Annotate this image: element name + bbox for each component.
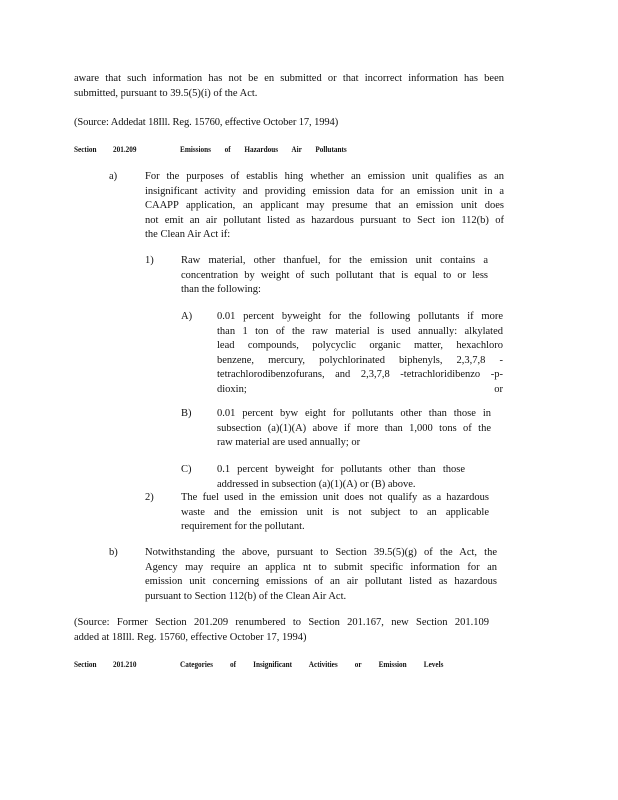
source-note: (Source: Addedat 18Ill. Reg. 15760, effective October 17, 1994) bbox=[74, 117, 339, 128]
item-label-a: a) bbox=[109, 171, 118, 182]
text-line: added at 18Ill. Reg. 15760, effective October 17, 1994) bbox=[74, 631, 307, 643]
text-line: emission unit concerning emissions of an air pollutant listed as hazardous bbox=[145, 576, 497, 587]
item-a-text bbox=[145, 170, 504, 243]
section-label: Section bbox=[74, 144, 97, 154]
text-line: 0.01 percent byw eight for pollutants other than those in bbox=[217, 408, 491, 419]
text-line: For the purposes of establis hing whether an emission unit qualifies as an bbox=[145, 171, 504, 182]
text-line: concentration by weight of such pollutant that is equal to or less bbox=[181, 269, 488, 281]
item-1-text bbox=[181, 254, 488, 298]
item-label-A: A) bbox=[181, 311, 193, 322]
text-line: tetrachlorodibenzofurans, and 2,3,7,8 -tetrachloridibenzo -p- bbox=[217, 369, 503, 380]
continuation-paragraph bbox=[74, 72, 504, 101]
section-title: Categories of Insignificant Activities or Emission Levels bbox=[180, 659, 444, 669]
text-line: The fuel used in the emission unit does not qualify as a hazardous bbox=[181, 492, 489, 503]
text-line: (Source: Former Section 201.209 renumbered to Section 201.167, new Section 201.109 bbox=[74, 617, 489, 628]
text-line: addressed in subsection (a)(1)(A) or (B) above. bbox=[217, 478, 416, 490]
text-line: 0.1 percent byweight for pollutants other than those bbox=[217, 464, 465, 475]
text-line: subsection (a)(1)(A) above if more than 1,000 tons of the bbox=[217, 422, 491, 434]
text-line: CAAPP application, an applicant may presume that an emission unit does bbox=[145, 200, 504, 211]
text-line: aware that such information has not be en submitted or that incorrect information has been bbox=[74, 73, 504, 84]
item-b-text bbox=[145, 546, 497, 604]
section-label: Section bbox=[74, 659, 97, 669]
source-note-2 bbox=[74, 616, 489, 645]
item-label-b: b) bbox=[109, 547, 118, 558]
item-C-text bbox=[217, 463, 465, 492]
item-label-C: C) bbox=[181, 464, 192, 475]
text-line: not emit an air pollutant listed as hazardous pursuant to Sect ion 112(b) of bbox=[145, 214, 504, 226]
item-2-text bbox=[181, 491, 489, 535]
text-line: benzene, mercury, polychlorinated biphenyls, 2,3,7,8 - bbox=[217, 354, 503, 366]
text-line: the Clean Air Act if: bbox=[145, 229, 231, 240]
text-line: Notwithstanding the above, pursuant to Section 39.5(5)(g) of the Act, the bbox=[145, 547, 497, 558]
text-line: requirement for the pollutant. bbox=[181, 521, 305, 532]
text-line: dioxin; or bbox=[217, 383, 503, 395]
item-label-2: 2) bbox=[145, 492, 154, 503]
text-line: insignificant activity and providing emission data for an emission unit in a bbox=[145, 185, 504, 197]
text-line: raw material are used annually; or bbox=[217, 437, 361, 448]
text-line: submitted, pursuant to 39.5(5)(i) of the Act. bbox=[74, 87, 258, 99]
section-title: Emissions of Hazardous Air Pollutants bbox=[180, 144, 347, 154]
text-line: than the following: bbox=[181, 284, 261, 295]
text-line: Raw material, other thanfuel, for the emission unit contains a bbox=[181, 255, 488, 266]
text-line: than 1 ton of the raw material is used annually: alkylated bbox=[217, 325, 503, 337]
item-label-B: B) bbox=[181, 408, 192, 419]
item-A-text bbox=[217, 310, 503, 412]
text-line: lead compounds, polycyclic organic matter, hexachloro bbox=[217, 340, 503, 351]
text-line: 0.01 percent byweight for the following pollutants if more bbox=[217, 311, 503, 322]
text-line: Agency may require an applica nt to submit specific information for an bbox=[145, 561, 497, 573]
item-B-text bbox=[217, 407, 491, 451]
section-number: 201.209 bbox=[113, 144, 137, 154]
text-line: pursuant to Section 112(b) of the Clean Air Act. bbox=[145, 590, 347, 602]
text-line: waste and the emission unit is not subject to an applicable bbox=[181, 506, 489, 518]
item-label-1: 1) bbox=[145, 255, 154, 266]
section-number: 201.210 bbox=[113, 659, 137, 669]
